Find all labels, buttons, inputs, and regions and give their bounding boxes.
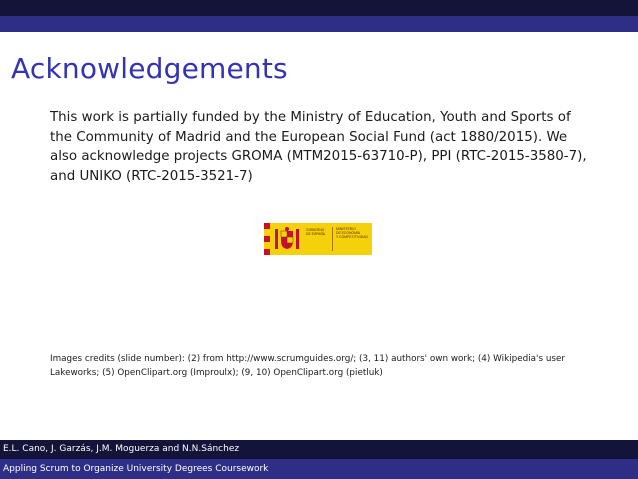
header-bar-top [0,0,638,16]
image-credits: Images credits (slide number): (2) from http://www.scrumguides.org/; (3, 11) authors' own work; (4) Wikipedia's user Lakeworks; (5) OpenClipart.org (Improulx); (9, 10) OpenClipart.org (pietluk) [50,354,566,378]
ministry-name-block [304,223,372,255]
footer-talk-title: Appling Scrum to Organize University Degrees Coursework [3,464,269,474]
gobierno-de-espana-logo [264,223,372,255]
header-bar-bottom [0,16,638,32]
footer-authors-bar [0,440,638,459]
acknowledgement-text: This work is partially funded by the Ministry of Education, Youth and Sports of the Community of Madrid and the European Social Fund (act 1880/2015). We also acknowledge projects GROMA (MTM2015-63710-P), PPI (RTC-2015-3580-7), and UNIKO (RTC-2015-3521-7) [50,110,587,184]
coat-of-arms-icon [270,223,304,255]
logo-text-gobierno: GOBIERNO DE ESPAÑA [306,228,326,236]
footer-title-bar [0,459,638,479]
logo-divider [332,227,333,251]
logo-text-ministerio: MINISTERIO DE ECONOMÍA Y COMPETITIVIDAD [336,227,368,239]
slide-title: Acknowledgements [11,52,288,85]
footer-authors: E.L. Cano, J. Garzás, J.M. Moguerza and N.N.Sánchez [3,444,240,454]
